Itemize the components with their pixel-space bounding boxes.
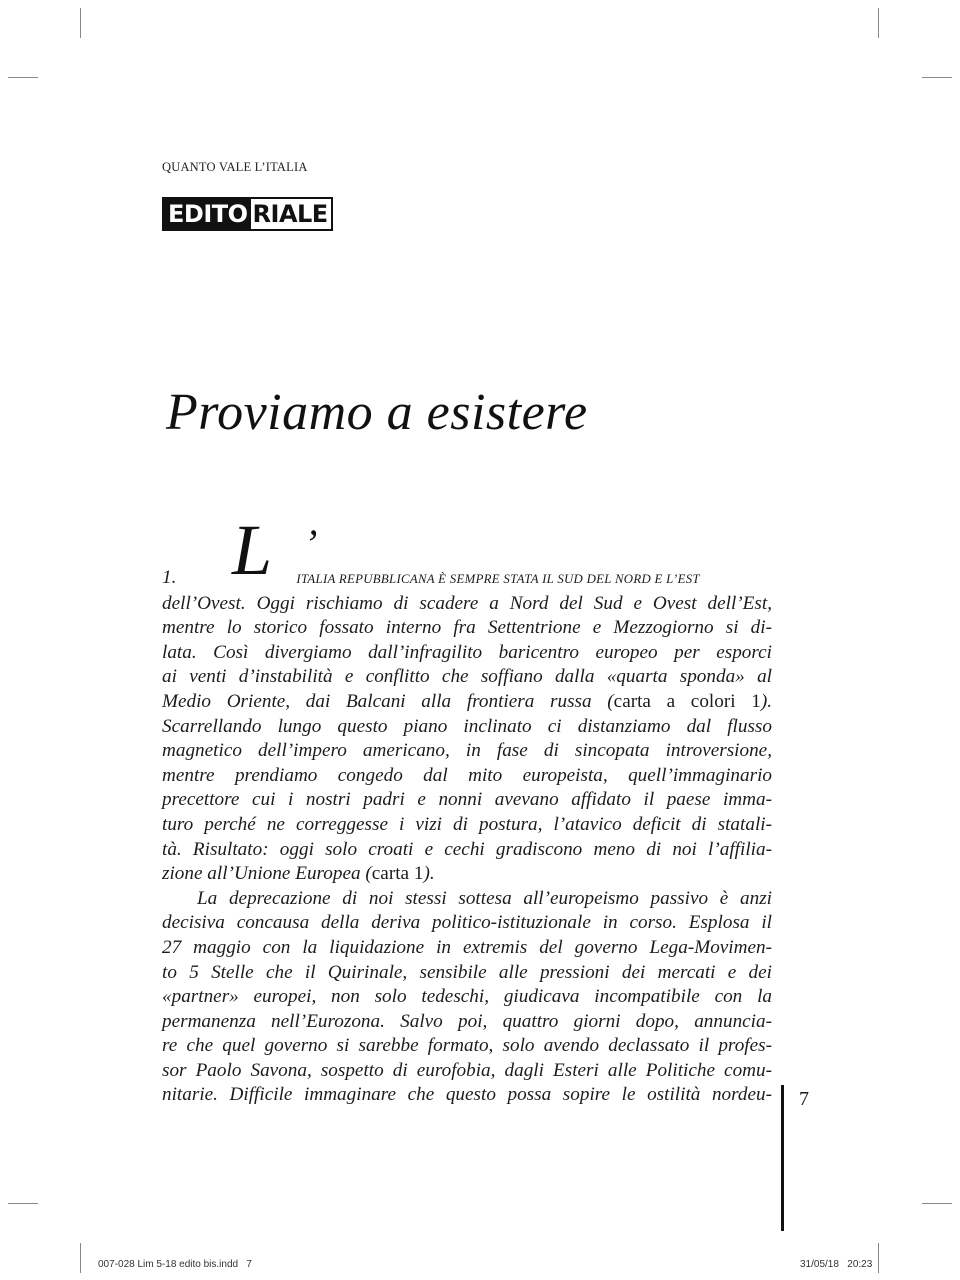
crop-mark-top-right-h — [922, 77, 952, 78]
body-line: to 5 Stelle che il Quirinale, sensibile alle pressioni dei mercati e dei — [162, 961, 772, 983]
section-label-part1: EDITO — [164, 199, 251, 229]
map-reference: carta 1 — [371, 863, 424, 885]
crop-mark-bottom-left-h — [8, 1203, 38, 1204]
body-line-1 — [162, 566, 772, 592]
first-line-smallcaps: ITALIA REPUBBLICANA È SEMPRE STATA IL SUD DEL NORD E L’EST — [296, 572, 700, 586]
body-line: sor Paolo Savona, sospetto di eurofobia, dagli Esteri alle Politiche comu- — [162, 1059, 772, 1081]
body-line: precettore cui i nostri padri e nonni avevano affidato il paese imma- — [162, 789, 772, 811]
body-line: 27 maggio con la liquidazione in extremis del governo Lega-Movimen- — [162, 936, 772, 958]
body-line: permanenza nell’Eurozona. Salvo poi, quattro giorni dopo, annuncia- — [162, 1010, 772, 1032]
article-body — [162, 566, 772, 1108]
paragraph-number: 1. — [162, 567, 177, 588]
body-line: La deprecazione di noi stessi sottesa all’europeismo passivo è anzi — [197, 887, 772, 909]
body-line: mentre lo storico fossato interno fra Settentrione e Mezzogiorno si di- — [162, 617, 772, 639]
body-line — [162, 862, 772, 887]
drop-cap: L — [232, 510, 273, 590]
body-line: decisiva concausa della deriva politico-istituzionale in corso. Esplosa il — [162, 912, 772, 934]
body-line: «partner» europei, non solo tedeschi, giudicava incompatibile con la — [162, 986, 772, 1008]
body-line: Scarrellando lungo questo piano inclinato ci distanziamo dal flusso — [162, 715, 772, 737]
body-line: turo perché ne correggesse i vizi di postura, l’atavico deficit di statali- — [162, 813, 772, 835]
body-line: dell’Ovest. Oggi rischiamo di scadere a Nord del Sud e Ovest dell’Est, — [162, 592, 772, 614]
body-line-text: zione all’Unione Europea ( — [162, 863, 372, 885]
body-line-text: ). — [760, 690, 773, 712]
crop-mark-top-left — [80, 8, 81, 38]
body-line: lata. Così divergiamo dall’infragilito baricentro europeo per esporci — [162, 641, 772, 663]
section-label-logo — [162, 197, 333, 231]
article-title: Proviamo a esistere — [166, 384, 588, 441]
body-line-text: Medio Oriente, dai Balcani alla frontiera russa ( — [162, 690, 614, 712]
slug-timestamp: 31/05/18 20:23 — [800, 1259, 873, 1270]
body-line: magnetico dell’impero americano, in fase di sincopata introversione, — [162, 740, 772, 762]
crop-mark-bottom-right — [878, 1243, 879, 1273]
body-line: re che quel governo si sarebbe formato, solo avendo declassato il profes- — [162, 1035, 772, 1057]
crop-mark-top-left-h — [8, 77, 38, 78]
running-head: QUANTO VALE L’ITALIA — [162, 160, 308, 174]
crop-mark-top-right — [878, 8, 879, 38]
page-number: 7 — [799, 1088, 809, 1110]
crop-mark-bottom-left — [80, 1243, 81, 1273]
body-line: tà. Risultato: oggi solo croati e cechi gradiscono meno di noi l’affilia- — [162, 838, 772, 860]
slug-file-info: 007-028 Lim 5-18 edito bis.indd 7 — [98, 1259, 252, 1270]
body-line: ai venti d’instabilità e conflitto che soffiano dalla «quarta sponda» al — [162, 666, 772, 688]
folio-rule — [781, 1085, 784, 1231]
body-line: nitarie. Difficile immaginare che questo possa sopire le ostilità nordeu- — [162, 1084, 772, 1106]
crop-mark-bottom-right-h — [922, 1203, 952, 1204]
body-line: mentre prendiamo congedo dal mito europeista, quell’immaginario — [162, 764, 772, 786]
drop-cap-apostrophe: ’ — [304, 521, 318, 566]
body-line — [162, 690, 772, 715]
body-line-text: ). — [423, 863, 435, 885]
section-label-part2: RIALE — [251, 199, 331, 229]
map-reference: carta a colori 1 — [613, 690, 761, 712]
